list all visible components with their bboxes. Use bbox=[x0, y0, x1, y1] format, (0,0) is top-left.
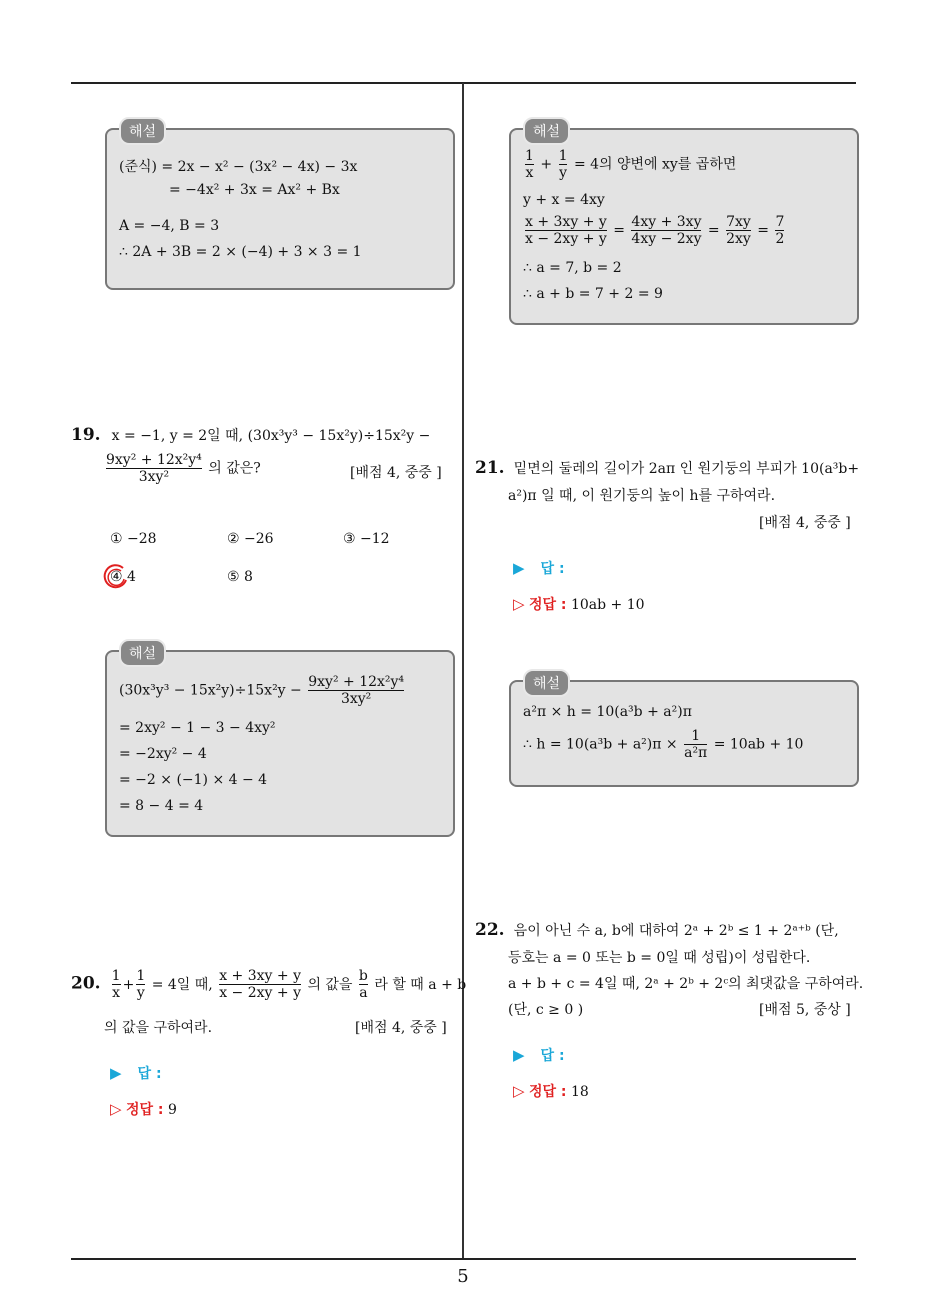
q20-line-1: $\frac{1}{x}$ + $\frac{1}{y}$ = 4일 때, $\frac{x + 3xy + y}{x - 2xy + y}$ 의 값을 $\frac{b}{a}$ 라 할 때 a + b bbox=[111, 968, 467, 1001]
play-triangle-icon: ▶ bbox=[513, 559, 525, 577]
q19-option-1[interactable]: ① −28 bbox=[110, 531, 157, 547]
play-triangle-icon: ▶ bbox=[513, 1046, 525, 1064]
q21-answer-row bbox=[513, 558, 565, 578]
answer-label: 답 : bbox=[137, 1066, 162, 1082]
sol19-line-4: = −2 × (−1) × 4 − 4 bbox=[119, 772, 268, 788]
outline-triangle-icon: ▷ bbox=[513, 1082, 525, 1100]
q22-meta: [배점 5, 중상 ] bbox=[759, 1002, 851, 1018]
sol21-line-2-tail: = 10ab + 10 bbox=[713, 736, 804, 753]
q20-mid1: = 4일 때, bbox=[151, 976, 213, 993]
sol19-line-1 bbox=[119, 674, 406, 707]
sol19-line-2: = 2xy² − 1 − 3 − 4xy² bbox=[119, 720, 276, 736]
solution-tag: 해설 bbox=[119, 117, 166, 145]
sol20-frac-1: $\frac{x + 3xy + y}{x - 2xy + y}$ bbox=[525, 214, 607, 247]
answer-label: 답 : bbox=[540, 1048, 565, 1064]
q20-line-2: 의 값을 구하여라. bbox=[104, 1020, 213, 1036]
q22-correct-row bbox=[513, 1081, 589, 1101]
q19-tail: 의 값은? bbox=[208, 460, 261, 477]
play-triangle-icon: ▶ bbox=[110, 1064, 122, 1082]
solution-box-19 bbox=[105, 646, 455, 837]
solution-tag: 해설 bbox=[523, 669, 570, 697]
q21-meta: [배점 4, 중중 ] bbox=[759, 515, 851, 531]
sol20-frac-3: $\frac{7xy}{2xy}$ bbox=[726, 214, 751, 247]
outline-triangle-icon: ▷ bbox=[513, 595, 525, 613]
question-number: 19. bbox=[71, 425, 101, 445]
q22-line-1: 음이 아닌 수 a, b에 대하여 2ᵃ + 2ᵇ ≤ 1 + 2ᵃ⁺ᵇ (단, bbox=[513, 923, 839, 939]
sol19-fraction: $\frac{\text{9xy² + 12x²y⁴}}{\text{3xy²}}$ bbox=[308, 674, 405, 707]
q19-fraction: $\frac{\text{9xy² + 12x²y⁴}}{\text{3xy²}}$ bbox=[106, 452, 202, 485]
question-22 bbox=[475, 920, 839, 940]
q20-mid2: 의 값을 bbox=[307, 976, 353, 993]
correct-label: 정답 : bbox=[529, 597, 567, 613]
q20-answer-row bbox=[110, 1063, 162, 1083]
sol20-frac-2: $\frac{4xy + 3xy}{4xy - 2xy}$ bbox=[631, 214, 702, 247]
question-number: 21. bbox=[475, 458, 505, 478]
bottom-rule bbox=[71, 1258, 856, 1260]
q19-option-4[interactable]: ④ 4 bbox=[110, 569, 136, 585]
sol20-line-2: y + x = 4xy bbox=[523, 192, 605, 208]
solution-box-21 bbox=[509, 676, 859, 787]
fraction-1-over-y: $\frac{1}{y}$ bbox=[136, 968, 146, 1001]
sol19-line-1-head: (30x³y³ − 15x²y)÷15x²y − bbox=[119, 682, 302, 699]
q22-line-4: (단, c ≥ 0 ) bbox=[508, 1002, 584, 1018]
q20-fraction: $\frac{x + 3xy + y}{x - 2xy + y}$ bbox=[219, 968, 301, 1001]
correct-value: 18 bbox=[570, 1084, 589, 1100]
correct-value: 9 bbox=[167, 1102, 177, 1118]
fraction-1-over-x: $\frac{1}{x}$ bbox=[525, 148, 534, 181]
correct-value: 10ab + 10 bbox=[570, 597, 645, 613]
solution-box-18 bbox=[105, 124, 455, 290]
sol18-line-4: ∴ 2A + 3B = 2 × (−4) + 3 × 3 = 1 bbox=[119, 244, 362, 260]
q22-line-3: a + b + c = 4일 때, 2ᵃ + 2ᵇ + 2ᶜ의 최댓값을 구하여라. bbox=[508, 976, 864, 992]
sol19-line-3: = −2xy² − 4 bbox=[119, 746, 207, 762]
answer-circle-mark bbox=[101, 562, 131, 592]
sol20-line-5: ∴ a + b = 7 + 2 = 9 bbox=[523, 286, 663, 302]
q21-correct-row bbox=[513, 594, 645, 614]
answer-label: 답 : bbox=[540, 561, 565, 577]
question-21 bbox=[475, 458, 859, 478]
solution-tag: 해설 bbox=[523, 117, 570, 145]
sol21-line-1: a²π × h = 10(a³b + a²)π bbox=[523, 704, 692, 720]
correct-label: 정답 : bbox=[126, 1102, 164, 1118]
question-number: 20. bbox=[71, 973, 101, 994]
q22-line-2: 등호는 a = 0 또는 b = 0일 때 성립)이 성립한다. bbox=[508, 950, 811, 966]
sol21-line-2-head: ∴ h = 10(a³b + a²)π × bbox=[523, 736, 678, 753]
column-divider bbox=[462, 83, 464, 1258]
q19-line-1: x = −1, y = 2일 때, (30x³y³ − 15x²y)÷15x²y − bbox=[111, 428, 431, 444]
q19-option-5[interactable]: ⑤ 8 bbox=[227, 569, 253, 585]
q21-line-2: a²)π 일 때, 이 원기둥의 높이 h를 구하여라. bbox=[508, 488, 776, 504]
q19-meta: [배점 4, 중중 ] bbox=[350, 465, 442, 481]
sol19-line-5: = 8 − 4 = 4 bbox=[119, 798, 204, 814]
q20-fraction-b-over-a: $\frac{b}{a}$ bbox=[358, 968, 368, 1001]
sol20-frac-4: $\frac{7}{2}$ bbox=[775, 214, 785, 247]
sol21-line-2 bbox=[523, 728, 803, 761]
outline-triangle-icon: ▷ bbox=[110, 1100, 122, 1118]
fraction-1-over-y: $\frac{1}{y}$ bbox=[558, 148, 568, 181]
q20-correct-row bbox=[110, 1099, 177, 1119]
sol18-line-1: (준식) = 2x − x² − (3x² − 4x) − 3x bbox=[119, 159, 358, 175]
q20-tail: 라 할 때 a + b bbox=[374, 976, 467, 993]
solution-tag: 해설 bbox=[119, 639, 166, 667]
sol20-line-1-tail: = 4의 양변에 xy를 곱하면 bbox=[573, 156, 737, 173]
solution-box-20 bbox=[509, 124, 859, 325]
question-19 bbox=[71, 425, 430, 445]
q22-answer-row bbox=[513, 1045, 565, 1065]
question-number: 22. bbox=[475, 920, 505, 940]
sol20-line-1: $\frac{1}{x}$ + $\frac{1}{y}$ = 4의 양변에 xy를 곱하면 bbox=[525, 148, 737, 181]
q19-option-3[interactable]: ③ −12 bbox=[343, 531, 390, 547]
question-20 bbox=[71, 968, 466, 1001]
sol21-fraction: $\frac{1}{\text{a²π}}$ bbox=[684, 728, 708, 761]
correct-label: 정답 : bbox=[529, 1084, 567, 1100]
fraction-1-over-x: $\frac{1}{x}$ bbox=[111, 968, 121, 1001]
sol18-line-2: = −4x² + 3x = Ax² + Bx bbox=[169, 182, 340, 198]
q19-option-2[interactable]: ② −26 bbox=[227, 531, 274, 547]
sol20-line-4: ∴ a = 7, b = 2 bbox=[523, 260, 622, 276]
sol18-line-3: A = −4, B = 3 bbox=[119, 218, 220, 234]
page-number: 5 bbox=[457, 1266, 469, 1287]
q21-line-1: 밑면의 둘레의 길이가 2aπ 인 원기둥의 부피가 10(a³b+ bbox=[513, 461, 860, 477]
sol20-line-3: $\frac{x + 3xy + y}{x - 2xy + y}$ = $\frac{4xy + 3xy}{4xy - 2xy}$ = $\frac{7xy}{2xy}$ = $\frac{7}{2}$ bbox=[525, 214, 785, 247]
q20-meta: [배점 4, 중중 ] bbox=[355, 1020, 447, 1036]
q19-line-2 bbox=[104, 452, 261, 485]
